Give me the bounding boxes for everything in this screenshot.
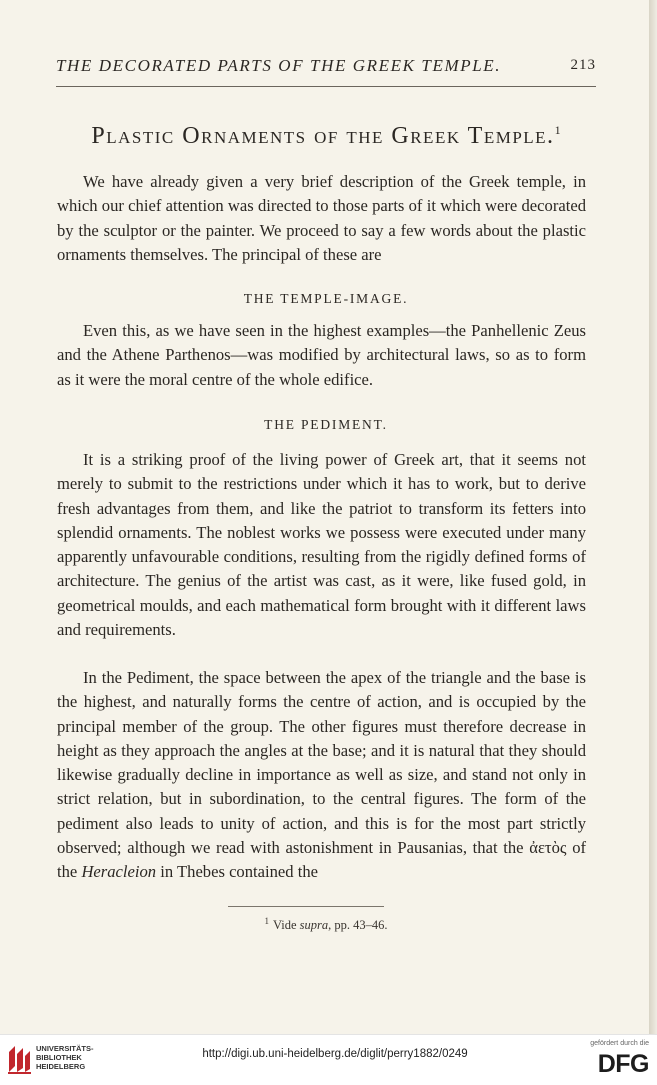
paragraph-pediment-1: It is a striking proof of the living power of Greek art, that it seems not merely to submit to the restrictions under which it has to work, but to derive fresh advantages from them, and like the patriot to transform its fetters into splendid ornaments. The noblest works we possess were executed under many apparently unfavourable conditions, resulting from the rigidly defined forms of architecture. The genius of the artist was cast, as it were, like fused gold, in geometrical moulds, and each mathematical form brought with it different laws and requirements. — [57, 450, 586, 640]
header-rule — [56, 86, 596, 87]
page-number: 213 — [570, 57, 596, 73]
paragraph-pediment-2-text: In the Pediment, the space between the apex of the triangle and the base is the highest, and naturally forms the centre of action, and is occupied by the principal member of the group. The other figures must therefore decrease in height as they approach the angles at the base; and it is natural that they should likewise gradually decline in importance as well as size, and stand not only in strict relation, but in subordination, to the central figures. The form of the pediment also leads to unity of action, and this is for the most part strictly observed; although we read with astonishment in Pausanias, that the — [57, 668, 586, 858]
footnote-supra: supra — [299, 918, 329, 933]
running-head-title: THE DECORATED PARTS OF THE GREEK TEMPLE. — [56, 56, 502, 75]
library-name-line-2: BIBLIOTHEK — [36, 1053, 82, 1062]
paragraph-pediment-2 — [57, 666, 586, 885]
section-heading-pediment: THE PEDIMENT. — [264, 417, 388, 432]
footnote — [56, 916, 596, 933]
library-name-line-1: UNIVERSITÄTS- — [36, 1044, 94, 1053]
section-heading-temple-image: THE TEMPLE-IMAGE. — [243, 291, 409, 306]
paragraph-intro: We have already given a very brief description of the Greek temple, in which our chief attention was directed to those parts of it which were decorated by the sculptor or the painter. We proceed to say a few words about the plastic ornaments themselves. The principal of these are — [57, 172, 586, 264]
chapter-heading — [56, 123, 596, 150]
heracleion-italic: Heracleion — [81, 862, 157, 882]
university-library-name — [36, 1044, 94, 1071]
source-url-link[interactable]: http://digi.ub.uni-heidelberg.de/diglit/perry1882/0249 — [202, 1048, 468, 1060]
library-name-line-3: HEIDELBERG — [36, 1062, 86, 1071]
funded-by-text: gefördert durch die — [590, 1040, 649, 1047]
footnote-mark: 1 — [554, 123, 561, 137]
footnote-pages: , pp. 43–46. — [328, 918, 388, 933]
chapter-heading-text: Plastic Ornaments of the Greek Temple. — [91, 123, 555, 149]
running-head — [56, 56, 596, 84]
university-library-logo-icon — [6, 1042, 32, 1076]
footnote-vide: Vide — [272, 918, 297, 933]
dfg-logo: DFG — [597, 1050, 649, 1078]
greek-word: ἀετὸς — [529, 838, 567, 858]
paragraph-pediment-2-text-c: in Thebes contained the — [160, 862, 318, 882]
paragraph-temple-image: Even this, as we have seen in the highest examples—the Panhellenic Zeus and the Athene Parthenos—was modified by architectural laws, so as to form as it were the moral centre of the whole edifice. — [57, 321, 586, 389]
footnote-number: 1 — [264, 916, 269, 926]
footnote-rule — [228, 906, 384, 907]
page-edge — [649, 0, 657, 1034]
paragraph-pediment-2-text-b: of the — [57, 838, 587, 882]
